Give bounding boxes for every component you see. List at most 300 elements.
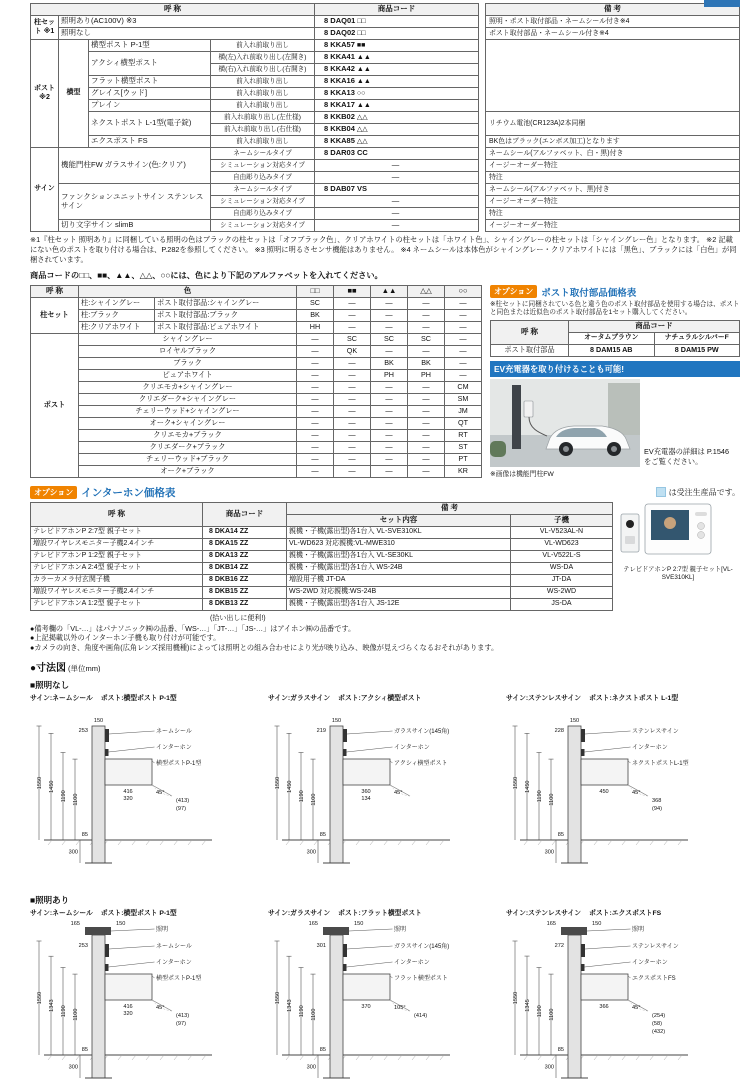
svg-text:300: 300 bbox=[306, 849, 316, 856]
order-made-swatch bbox=[656, 487, 666, 497]
set-contents-cell: WS-2WD 対応親機:WS-24B bbox=[287, 586, 511, 598]
svg-text:(414): (414) bbox=[414, 1012, 428, 1019]
svg-text:368: 368 bbox=[652, 797, 662, 804]
svg-text:219: 219 bbox=[316, 727, 326, 734]
product-name-cell: テレビドアホンP 2:7型 親子セット bbox=[31, 526, 203, 538]
color-code-cell: — bbox=[334, 321, 371, 333]
svg-text:45°: 45° bbox=[156, 789, 165, 796]
figure-caption bbox=[30, 692, 264, 702]
color-code-table bbox=[30, 285, 482, 478]
product-name-cell: プレイン bbox=[89, 100, 211, 112]
product-code-cell: 8 DKA15 ZZ bbox=[203, 538, 287, 550]
svg-text:1100: 1100 bbox=[311, 793, 318, 806]
color-code-cell: — bbox=[408, 465, 445, 477]
pillar-color-cell: 柱:ブラック bbox=[79, 309, 155, 321]
symbol-header: □□ bbox=[297, 285, 334, 297]
intercom-table-row bbox=[31, 598, 613, 610]
svg-text:45°: 45° bbox=[394, 789, 403, 796]
product-code-cell: 8 DAR03 CC bbox=[315, 148, 479, 160]
svg-text:360: 360 bbox=[361, 788, 371, 795]
post-color-cell: クリエダーク+ブラック bbox=[79, 441, 297, 453]
product-code-cell: 8 KKA57 ■■ bbox=[315, 40, 479, 52]
svg-text:45°: 45° bbox=[632, 789, 641, 796]
color-table-header bbox=[31, 285, 482, 297]
svg-text:照明: 照明 bbox=[394, 926, 407, 933]
option-badge: オプション bbox=[30, 486, 77, 499]
post-color-cell: クリエモカ+シャイングレー bbox=[79, 381, 297, 393]
svg-text:300: 300 bbox=[68, 849, 78, 856]
image-note: ※画像は機能門柱FW bbox=[490, 470, 554, 478]
product-name-cell: テレビドアホンA 1:2型 親子セット bbox=[31, 598, 203, 610]
panel-note: ※柱セットに同梱されている色と違う色のポスト取付部品を使用する場合は、ポストと同色または近似色のポスト取付部品を1セット購入してください。 bbox=[490, 300, 740, 317]
svg-text:253: 253 bbox=[78, 727, 88, 734]
svg-text:インターホン: インターホン bbox=[156, 744, 192, 751]
dimension-title-text: ●寸法図 bbox=[30, 662, 67, 674]
svg-text:1190: 1190 bbox=[61, 790, 68, 803]
color-table-row bbox=[31, 309, 482, 321]
dimension-figure bbox=[30, 692, 264, 891]
table-header-row bbox=[491, 320, 740, 332]
svg-text:1100: 1100 bbox=[73, 793, 80, 806]
product-code-cell: 8 DAM15 AB bbox=[569, 344, 655, 356]
svg-text:(97): (97) bbox=[176, 1020, 186, 1027]
svg-text:1100: 1100 bbox=[311, 1008, 318, 1021]
post-color-cell: ブラック bbox=[79, 357, 297, 369]
svg-text:416: 416 bbox=[123, 1003, 133, 1010]
svg-text:85: 85 bbox=[557, 1046, 564, 1053]
table-row bbox=[31, 40, 740, 52]
color-code-cell: KR bbox=[445, 465, 482, 477]
dimension-drawing bbox=[268, 702, 498, 886]
color-table-row bbox=[31, 321, 482, 333]
dimension-figure bbox=[506, 692, 740, 891]
figure-caption-post: ポスト:エクスポストFS bbox=[589, 909, 662, 917]
sub-unit-cell: JS-DA bbox=[511, 598, 613, 610]
post-color-cell: シャイングレー bbox=[79, 333, 297, 345]
color-code-cell: — bbox=[445, 309, 482, 321]
remark-cell: イージーオーダー特注 bbox=[486, 220, 740, 232]
color-code-cell: — bbox=[297, 429, 334, 441]
color-symbol: △△ bbox=[356, 138, 368, 146]
dimension-drawing bbox=[506, 917, 736, 1079]
svg-text:1450: 1450 bbox=[525, 780, 532, 793]
svg-text:エクスポストFS: エクスポストFS bbox=[632, 975, 676, 982]
color-code-cell: — bbox=[408, 405, 445, 417]
svg-text:ネームシール: ネームシール bbox=[156, 728, 192, 735]
color-code-cell: — bbox=[408, 453, 445, 465]
color-table-row bbox=[31, 453, 482, 465]
color-code-cell: — bbox=[334, 429, 371, 441]
note-line: ●備考欄の「VL-…」はパナソニック㈱の品番、「WS-…」「JT-…」「JS-…」はアイホン㈱の品番です。 bbox=[30, 623, 356, 633]
remark-cell: ネームシール(アルファベット、白・黒)付き bbox=[486, 148, 740, 160]
remark-cell: ネームシール(アルファベット、黒)付き bbox=[486, 184, 740, 196]
remark-cell: イージーオーダー特注 bbox=[486, 160, 740, 172]
symbol-header: ▲▲ bbox=[371, 285, 408, 297]
color-code-cell: — bbox=[371, 297, 408, 309]
svg-text:150: 150 bbox=[354, 920, 364, 927]
col-header-name: 呼 称 bbox=[491, 320, 569, 344]
color-code-cell: — bbox=[371, 405, 408, 417]
figure-caption-sign: サイン:ステンレスサイン bbox=[506, 694, 582, 702]
color-code-cell: CM bbox=[445, 381, 482, 393]
col-header-slave: 子機 bbox=[511, 514, 613, 526]
product-type-cell: 自由彫り込みタイプ bbox=[211, 172, 315, 184]
dimension-drawing bbox=[30, 702, 260, 886]
set-contents-cell: VL-WD623 対応親機:VL-MWE310 bbox=[287, 538, 511, 550]
figure-caption-post: ポスト:ネクストポスト L-1型 bbox=[589, 694, 679, 702]
product-name-cell: テレビドアホンP 1:2型 親子セット bbox=[31, 550, 203, 562]
post-color-cell: チェリーウッド+ブラック bbox=[79, 453, 297, 465]
intercom-section bbox=[30, 485, 740, 653]
color-symbol: □□ bbox=[357, 18, 366, 26]
color-code-cell: — bbox=[408, 381, 445, 393]
col-header-remarks: 備 考 bbox=[486, 4, 740, 16]
svg-text:45°: 45° bbox=[156, 1004, 165, 1011]
product-type-cell: 前入れ前取り出し(左仕様) bbox=[211, 112, 315, 124]
dimension-drawing bbox=[268, 917, 498, 1079]
bush bbox=[490, 441, 506, 457]
svg-text:1550: 1550 bbox=[37, 776, 44, 790]
color-code-note: 商品コードの□□、■■、▲▲、△△、○○には、色により下記のアルファベットを入れてください。 bbox=[30, 270, 383, 280]
color-code-cell: — bbox=[371, 417, 408, 429]
color-code-cell: SC bbox=[408, 333, 445, 345]
section-title: インターホン価格表 bbox=[81, 486, 176, 499]
color-code-cell: SC bbox=[297, 297, 334, 309]
intercom-table-row bbox=[31, 550, 613, 562]
svg-text:300: 300 bbox=[544, 849, 554, 856]
product-type-cell: ネームシールタイプ bbox=[211, 184, 315, 196]
color-code-cell: — bbox=[408, 345, 445, 357]
product-type-cell: シミュレーション対応タイプ bbox=[211, 220, 315, 232]
color-code-cell: QT bbox=[445, 417, 482, 429]
svg-text:320: 320 bbox=[123, 1010, 133, 1017]
table-row bbox=[31, 220, 740, 232]
svg-text:インターホン: インターホン bbox=[632, 744, 668, 751]
product-name-cell: エクスポスト FS bbox=[89, 136, 211, 148]
color-code-cell: — bbox=[297, 393, 334, 405]
svg-text:165: 165 bbox=[70, 920, 80, 927]
color-column-header: ナチュラルシルバーF bbox=[654, 332, 740, 344]
color-code-cell: — bbox=[408, 297, 445, 309]
product-spec-table bbox=[30, 3, 740, 232]
color-code-cell: — bbox=[334, 417, 371, 429]
svg-text:インターホン: インターホン bbox=[632, 959, 668, 966]
svg-text:ステンレスサイン: ステンレスサイン bbox=[632, 728, 679, 735]
svg-text:(413): (413) bbox=[176, 1012, 190, 1019]
product-type-cell: 前入れ前取り出し bbox=[211, 40, 315, 52]
svg-text:1190: 1190 bbox=[537, 1005, 544, 1018]
product-code-cell: 8 DKB14 ZZ bbox=[203, 562, 287, 574]
color-table-row bbox=[31, 345, 482, 357]
col-header-remarks: 備 考 bbox=[287, 502, 613, 514]
group-label: ポスト ※2 bbox=[31, 40, 59, 148]
table-row bbox=[31, 148, 740, 160]
product-code-cell: — bbox=[315, 220, 479, 232]
svg-text:アクシィ横型ポスト: アクシィ横型ポスト bbox=[394, 760, 448, 767]
pillar-color-cell: 柱:クリアホワイト bbox=[79, 321, 155, 333]
svg-text:1100: 1100 bbox=[73, 1008, 80, 1021]
svg-text:ネクストポストL-1型: ネクストポストL-1型 bbox=[632, 760, 689, 767]
color-symbol: △△ bbox=[356, 126, 368, 134]
color-table-row bbox=[31, 297, 482, 309]
sub-unit-cell: VL-WD623 bbox=[511, 538, 613, 550]
middle-section bbox=[30, 285, 740, 478]
sub-unit-cell: VL-V523AL-N bbox=[511, 526, 613, 538]
color-code-cell: BK bbox=[297, 309, 334, 321]
remark-cell: 特注 bbox=[486, 172, 740, 184]
svg-text:150: 150 bbox=[116, 920, 126, 927]
product-code-cell: 8 DKA14 ZZ bbox=[203, 526, 287, 538]
set-contents-cell: 親機・子機(露出型)各1台入 VL-SE30KL bbox=[287, 550, 511, 562]
svg-text:1190: 1190 bbox=[537, 790, 544, 803]
product-code-cell: 8 DKB15 ZZ bbox=[203, 586, 287, 598]
svg-text:370: 370 bbox=[361, 1003, 371, 1010]
sub-unit-cell: WS-2WD bbox=[511, 586, 613, 598]
color-code-cell: — bbox=[445, 369, 482, 381]
product-type-cell: 前入れ前取り出し bbox=[211, 88, 315, 100]
color-code-cell: SM bbox=[445, 393, 482, 405]
svg-text:105°: 105° bbox=[394, 1004, 406, 1011]
table-header-row bbox=[31, 502, 613, 514]
product-name-cell: ネクストポスト L-1型(電子錠) bbox=[89, 112, 211, 136]
figure-caption-post: ポスト:横型ポスト P-1型 bbox=[100, 694, 177, 702]
color-code-cell: SC bbox=[334, 333, 371, 345]
color-column-header: オータムブラウン bbox=[569, 332, 655, 344]
color-table-row bbox=[31, 369, 482, 381]
svg-text:85: 85 bbox=[557, 831, 564, 838]
svg-text:1100: 1100 bbox=[549, 1008, 556, 1021]
product-code-cell: 8 KKA17 ▲▲ bbox=[315, 100, 479, 112]
color-code-cell: PH bbox=[408, 369, 445, 381]
svg-text:ネームシール: ネームシール bbox=[156, 943, 192, 950]
color-table-row bbox=[31, 417, 482, 429]
color-code-cell: — bbox=[334, 357, 371, 369]
color-table-row bbox=[31, 333, 482, 345]
dimension-drawing bbox=[30, 917, 260, 1079]
remark-cell: 照明・ポスト取付部品・ネームシール付き※4 bbox=[486, 16, 740, 28]
color-code-cell: — bbox=[297, 417, 334, 429]
color-code-cell: — bbox=[445, 345, 482, 357]
figure-caption bbox=[268, 692, 502, 702]
dimension-drawing bbox=[506, 702, 736, 886]
svg-text:1190: 1190 bbox=[299, 790, 306, 803]
color-table-row bbox=[31, 405, 482, 417]
color-code-cell: ST bbox=[445, 441, 482, 453]
col-header-color: 色 bbox=[79, 285, 297, 297]
figure-caption-sign: サイン:ガラスサイン bbox=[268, 909, 331, 917]
product-name-cell: 横型ポスト P-1型 bbox=[89, 40, 211, 52]
dimension-unit: (単位mm) bbox=[68, 663, 101, 673]
product-code-cell: 8 DAM15 PW bbox=[654, 344, 740, 356]
color-symbol: ▲▲ bbox=[356, 54, 371, 62]
intercom-row bbox=[30, 502, 740, 611]
group-label: 柱セット ※1 bbox=[31, 16, 59, 40]
figure-caption bbox=[506, 907, 740, 917]
panel-title: ポスト取付部品価格表 bbox=[541, 287, 637, 299]
color-code-cell: — bbox=[371, 321, 408, 333]
note-line: ●カメラの向き、角度や画角(広角レンズ採用機種)によっては照明との組み合わせにより光が映り込み、映像が見えづらくなるおそれがあります。 bbox=[30, 643, 499, 653]
dimension-figure bbox=[506, 907, 740, 1079]
intercom-table-row bbox=[31, 586, 613, 598]
intercom-header bbox=[30, 485, 740, 500]
svg-text:165: 165 bbox=[308, 920, 318, 927]
svg-text:(58): (58) bbox=[652, 1020, 662, 1027]
col-header-name: 呼 称 bbox=[31, 4, 315, 16]
sub-unit-cell: JT-DA bbox=[511, 574, 613, 586]
col-header-set: セット内容 bbox=[287, 514, 511, 526]
intercom-table-row bbox=[31, 538, 613, 550]
dimension-group-label: ■照明あり bbox=[30, 894, 70, 905]
sub-unit-cell: WS-DA bbox=[511, 562, 613, 574]
figure-caption-sign: サイン:ステンレスサイン bbox=[506, 909, 582, 917]
color-code-cell: — bbox=[408, 417, 445, 429]
svg-text:450: 450 bbox=[599, 788, 609, 795]
product-name-cell: 増設ワイヤレスモニター子機2.4インチ bbox=[31, 586, 203, 598]
svg-text:1550: 1550 bbox=[513, 991, 520, 1005]
product-code-cell: 8 KKA42 ▲▲ bbox=[315, 64, 479, 76]
symbol-header: ○○ bbox=[445, 285, 482, 297]
svg-text:134: 134 bbox=[361, 795, 371, 802]
svg-text:ステンレスサイン: ステンレスサイン bbox=[632, 943, 679, 950]
product-code-cell: 8 DKB16 ZZ bbox=[203, 574, 287, 586]
product-name-cell: カラーカメラ付玄関子機 bbox=[31, 574, 203, 586]
color-code-cell: RT bbox=[445, 429, 482, 441]
svg-text:300: 300 bbox=[544, 1064, 554, 1071]
color-code-cell: — bbox=[334, 381, 371, 393]
product-code-cell: 8 DKA13 ZZ bbox=[203, 550, 287, 562]
product-name-cell: ポスト取付部品 bbox=[491, 344, 569, 356]
post-color-cell: チェリーウッド+シャイングレー bbox=[79, 405, 297, 417]
color-table-row bbox=[31, 381, 482, 393]
pickup-note: (拾い出しに便利!) bbox=[210, 614, 266, 622]
svg-text:1450: 1450 bbox=[49, 780, 56, 793]
product-name-cell: 照明あり(AC100V) ※3 bbox=[59, 16, 315, 28]
color-table-row bbox=[31, 441, 482, 453]
product-code-cell: 8 DAQ02 □□ bbox=[315, 28, 479, 40]
svg-text:インターホン: インターホン bbox=[394, 959, 430, 966]
remark-cell: BK色はブラック(エンボス加工)となります bbox=[486, 136, 740, 148]
color-code-cell: — bbox=[334, 453, 371, 465]
color-code-cell: BK bbox=[408, 357, 445, 369]
post-color-cell: ピュアホワイト bbox=[79, 369, 297, 381]
product-code-cell: 8 DAQ01 □□ bbox=[315, 16, 479, 28]
product-code-cell: 8 DKB13 ZZ bbox=[203, 598, 287, 610]
svg-text:228: 228 bbox=[554, 727, 564, 734]
color-code-cell: — bbox=[297, 345, 334, 357]
function-pillar bbox=[512, 385, 521, 449]
color-code-cell: — bbox=[297, 369, 334, 381]
svg-text:320: 320 bbox=[123, 795, 133, 802]
color-code-cell: — bbox=[334, 441, 371, 453]
footnotes: ※1『柱セット 照明あり』に同梱している照明の色はブラックの柱セットは「オフブラック色」、クリアホワイトの柱セットは「ホワイト色」、シャイングレーの柱セットは「シャイングレー色」となります。 ※2 記載にない色のポストを取り付ける場合は、P.282を参照してください。 ※3 照明に明るさセンサ機能はありません。 ※4 ネームシールは本体色がシャイングレー・クリアホワイトには「黒色」、ブラックには「白色」が同梱されています。 bbox=[30, 235, 737, 265]
svg-text:1190: 1190 bbox=[61, 1005, 68, 1018]
product-name-cell: フラット横型ポスト bbox=[89, 76, 211, 88]
col-header-name: 呼 称 bbox=[31, 285, 79, 297]
color-code-cell: — bbox=[408, 321, 445, 333]
color-code-cell: — bbox=[334, 297, 371, 309]
col-header-code: 商品コード bbox=[569, 320, 740, 332]
color-code-cell: — bbox=[408, 309, 445, 321]
col-header-name: 呼 称 bbox=[31, 502, 203, 526]
set-contents-cell: 親機・子機(露出型)各1台入 VL-SVE310KL bbox=[287, 526, 511, 538]
color-code-cell: — bbox=[371, 465, 408, 477]
color-code-cell: — bbox=[334, 465, 371, 477]
color-code-cell: — bbox=[297, 381, 334, 393]
svg-text:1190: 1190 bbox=[299, 1005, 306, 1018]
product-code-cell: 8 KKA85 △△ bbox=[315, 136, 479, 148]
note-line: ●上記掲載以外のインターホン子機も取り付けが可能です。 bbox=[30, 633, 221, 643]
product-code-cell: 8 DAB07 VS bbox=[315, 184, 479, 196]
color-table-row bbox=[31, 393, 482, 405]
product-name-cell: アクシィ横型ポスト bbox=[89, 52, 211, 76]
svg-text:272: 272 bbox=[554, 942, 564, 949]
color-code-cell: — bbox=[371, 429, 408, 441]
svg-text:ガラスサイン(145角): ガラスサイン(145角) bbox=[394, 943, 450, 950]
pillar-color-cell: 柱:シャイングレー bbox=[79, 297, 155, 309]
intercom-product bbox=[619, 502, 737, 611]
color-code-cell: — bbox=[297, 453, 334, 465]
product-type-cell: 横(左)入れ前取り出し(左開き) bbox=[211, 52, 315, 64]
product-code-cell: 8 KKB02 △△ bbox=[315, 112, 479, 124]
figure-caption-sign: サイン:ネームシール bbox=[30, 694, 93, 702]
ev-charger-photo bbox=[490, 379, 640, 467]
product-name-cell: 機能門柱FW ガラスサイン(色:クリア) bbox=[59, 148, 211, 184]
table-row bbox=[31, 136, 740, 148]
svg-text:インターホン: インターホン bbox=[394, 744, 430, 751]
color-symbol: ○○ bbox=[356, 90, 366, 98]
svg-text:1550: 1550 bbox=[513, 776, 520, 790]
color-code-cell: QK bbox=[334, 345, 371, 357]
color-code-cell: PH bbox=[371, 369, 408, 381]
color-code-cell: — bbox=[371, 345, 408, 357]
svg-text:165: 165 bbox=[546, 920, 556, 927]
col-header-code: 商品コード bbox=[203, 502, 287, 526]
ev-charger-unit bbox=[524, 401, 533, 417]
svg-text:インターホン: インターホン bbox=[156, 959, 192, 966]
product-type-cell: 横(右)入れ前取り出し(右開き) bbox=[211, 64, 315, 76]
color-table-row bbox=[31, 429, 482, 441]
color-code-cell: — bbox=[297, 441, 334, 453]
parts-color-cell: ポスト取付部品:シャイングレー bbox=[155, 297, 297, 309]
product-type-cell: 前入れ前取り出し bbox=[211, 136, 315, 148]
post-color-cell: オーク+シャイングレー bbox=[79, 417, 297, 429]
product-type-cell: シミュレーション対応タイプ bbox=[211, 160, 315, 172]
svg-text:45°: 45° bbox=[632, 1004, 641, 1011]
table-gap bbox=[479, 4, 486, 232]
post-color-cell: クリエモカ+ブラック bbox=[79, 429, 297, 441]
svg-text:(97): (97) bbox=[176, 805, 186, 812]
remark-cell: 特注 bbox=[486, 208, 740, 220]
color-symbol: ▲▲ bbox=[356, 78, 371, 86]
intercom-product-image bbox=[619, 502, 737, 560]
figure-caption-sign: サイン:ガラスサイン bbox=[268, 694, 331, 702]
ev-charger-banner: EV充電器を取り付けることも可能! bbox=[490, 361, 740, 377]
set-contents-cell: 増設用子機 JT-DA bbox=[287, 574, 511, 586]
svg-text:1343: 1343 bbox=[287, 999, 294, 1012]
color-code-cell: JM bbox=[445, 405, 482, 417]
svg-text:150: 150 bbox=[331, 717, 342, 724]
product-name-cell: テレビドアホンA 2:4型 親子セット bbox=[31, 562, 203, 574]
color-code-cell: SC bbox=[371, 333, 408, 345]
dimension-group-label: ■照明なし bbox=[30, 679, 70, 690]
color-code-cell: — bbox=[371, 441, 408, 453]
dimension-figure bbox=[268, 907, 502, 1079]
sub-unit-cell: VL-V522L-S bbox=[511, 550, 613, 562]
svg-text:85: 85 bbox=[81, 831, 88, 838]
svg-text:照明: 照明 bbox=[156, 926, 169, 933]
dimension-figure bbox=[268, 692, 502, 891]
post-color-cell: ロイヤルブラック bbox=[79, 345, 297, 357]
